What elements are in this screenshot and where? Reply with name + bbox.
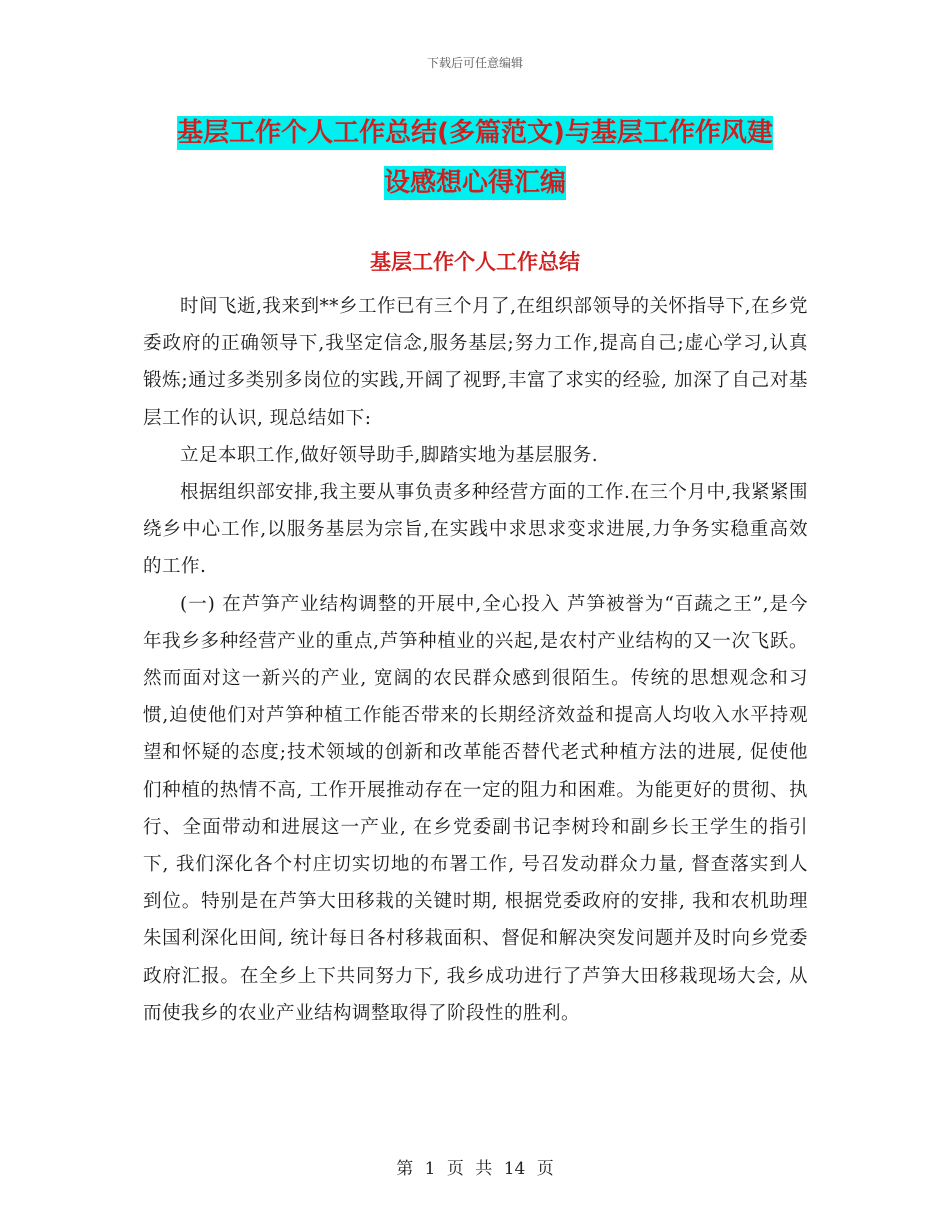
header-note: 下载后可任意编辑 bbox=[426, 56, 523, 70]
document-title-line-1: 基层工作个人工作总结(多篇范文)与基层工作作风建 bbox=[177, 118, 773, 148]
document-title bbox=[140, 108, 810, 208]
document-title-line-2: 设感想心得汇编 bbox=[383, 168, 566, 198]
page-footer: 第 1 页 共 14 页 bbox=[396, 1159, 554, 1179]
paragraph: 立足本职工作,做好领导助手,脚踏实地为基层服务. bbox=[180, 444, 599, 466]
paragraph: (一) 在芦笋产业结构调整的开展中,全心投入 芦笋被誉为“百蔬之王”,是今年我乡多种经营产业的重点,芦笋种植业的兴起,是农村产业结构的又一次飞跃。然而面对这一新兴的产业, 宽阔的农民群众感到很陌生。传统的思想观念和习惯,迫使他们对芦笋种植工作能否带来的长期经济效益和提高人均收入水平持观望和怀疑的态度;技术领域的创新和改革能否替代老式种植方法的进展, 促使他们种植的热情不高, 工作开展推动存在一定的阻力和困难。为能更好的贯彻、执行、全面带动和进展这一产业, 在乡党委副书记李树玲和副乡长王学生的指引下, 我们深化各个村庄切实切地的布署工作, 号召发动群众力量, 督查落实到人到位。特别是在芦笋大田移栽的关键时期, 根据党委政府的安排, 我和农机助理朱国利深化田间, 统计每日各村移栽面积、督促和解决突发问题并及时向乡党委政府汇报。在全乡上下共同努力下, 我乡成功进行了芦笋大田移栽现场大会, 从而使我乡的农业产业结构调整取得了阶段性的胜利。 bbox=[143, 593, 808, 1024]
section-title: 基层工作个人工作总结 bbox=[370, 250, 580, 274]
paragraph: 根据组织部安排,我主要从事负责多种经营方面的工作.在三个月中,我紧紧围绕乡中心工作,以服务基层为宗旨,在实践中求思求变求进展,力争务实稳重高效的工作. bbox=[143, 482, 808, 578]
body-text bbox=[143, 288, 808, 1032]
paragraph: 时间飞逝,我来到**乡工作已有三个月了,在组织部领导的关怀指导下,在乡党委政府的正确领导下,我坚定信念,服务基层;努力工作,提高自己;虚心学习,认真锻炼;通过多类别多岗位的实践,开阔了视野,丰富了求实的经验, 加深了自己对基层工作的认识, 现总结如下: bbox=[143, 296, 808, 429]
